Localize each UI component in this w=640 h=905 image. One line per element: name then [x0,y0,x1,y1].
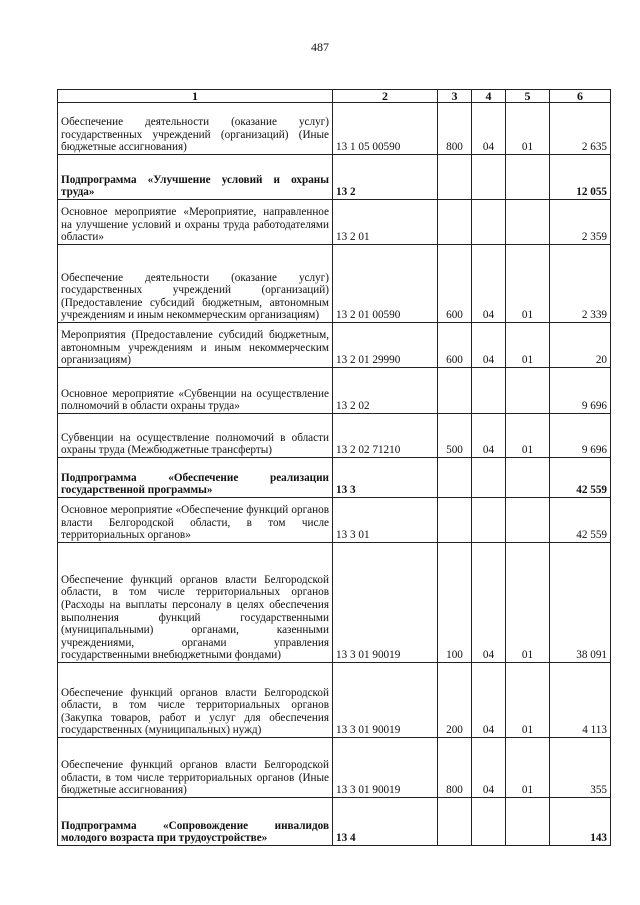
cell-c5 [506,155,550,200]
cell-c5 [506,368,550,414]
table-row [58,663,611,738]
cell-c5: 01 [506,543,550,663]
cell-c6: 2 635 [550,103,611,155]
cell-c6: 355 [550,738,611,798]
cell-code: 13 2 01 29990 [333,323,438,368]
cell-c6: 9 696 [550,414,611,458]
header-col-4: 4 [472,90,506,103]
cell-c4: 04 [472,738,506,798]
cell-name: Обеспечение функций органов власти Белгородской области, в том числе территориальных органов (Иные бюджетные ассигнования) [58,738,333,798]
cell-c3: 500 [438,414,472,458]
table-row [58,458,611,498]
cell-c5: 01 [506,103,550,155]
table-row [58,155,611,200]
cell-c4: 04 [472,323,506,368]
cell-c4: 04 [472,245,506,323]
cell-c6: 20 [550,323,611,368]
cell-c4 [472,368,506,414]
cell-code: 13 2 [333,155,438,200]
cell-c3 [438,368,472,414]
cell-c5 [506,498,550,543]
cell-name: Подпрограмма «Улучшение условий и охраны труда» [58,155,333,200]
cell-name: Обеспечение деятельности (оказание услуг) государственных учреждений (организаций) (Предоставление субсидий бюджетным, автономным учреждениям и иным некоммерческим организациям) [58,245,333,323]
table-row [58,103,611,155]
cell-c4 [472,498,506,543]
cell-c3: 800 [438,103,472,155]
cell-code: 13 4 [333,798,438,846]
cell-c4: 04 [472,414,506,458]
cell-c6: 42 559 [550,458,611,498]
table-row [58,543,611,663]
cell-c3 [438,155,472,200]
cell-name: Основное мероприятие «Субвенции на осуществление полномочий в области охраны труда» [58,368,333,414]
cell-c6: 2 359 [550,200,611,245]
cell-name: Субвенции на осуществление полномочий в области охраны труда (Межбюджетные трансферты) [58,414,333,458]
header-col-3: 3 [438,90,472,103]
cell-code: 13 3 01 90019 [333,663,438,738]
cell-c5: 01 [506,414,550,458]
cell-c6: 38 091 [550,543,611,663]
cell-c3: 600 [438,245,472,323]
cell-c6: 2 339 [550,245,611,323]
cell-c5: 01 [506,323,550,368]
cell-c4 [472,798,506,846]
header-col-1: 1 [58,90,333,103]
cell-c3 [438,798,472,846]
table-header-row [58,90,611,103]
header-col-6: 6 [550,90,611,103]
cell-c3: 100 [438,543,472,663]
table-row [58,368,611,414]
table-row [58,323,611,368]
cell-code: 13 3 [333,458,438,498]
cell-c6: 4 113 [550,663,611,738]
cell-c3 [438,200,472,245]
table-row [58,498,611,543]
cell-name: Подпрограмма «Обеспечение реализации государственной программы» [58,458,333,498]
cell-code: 13 2 02 [333,368,438,414]
cell-code: 13 3 01 90019 [333,738,438,798]
cell-c5 [506,458,550,498]
table-row [58,738,611,798]
header-col-5: 5 [506,90,550,103]
cell-name: Подпрограмма «Сопровождение инвалидов молодого возраста при трудоустройстве» [58,798,333,846]
cell-c3 [438,458,472,498]
cell-name: Основное мероприятие «Мероприятие, направленное на улучшение условий и охраны труда работодателями области» [58,200,333,245]
cell-name: Мероприятия (Предоставление субсидий бюджетным, автономным учреждениям и иным некоммерческим организациям) [58,323,333,368]
budget-table [57,89,611,846]
cell-c4: 04 [472,543,506,663]
cell-c6: 12 055 [550,155,611,200]
cell-name: Обеспечение функций органов власти Белгородской области, в том числе территориальных органов (Расходы на выплаты персоналу в целях обеспечения выполнения функций государственными (муниципальными) органами, казенными учреждениями, органами управления государственными внебюджетными фондами) [58,543,333,663]
cell-code: 13 3 01 [333,498,438,543]
cell-code: 13 2 02 71210 [333,414,438,458]
cell-c3 [438,498,472,543]
cell-c4 [472,200,506,245]
table-row [58,414,611,458]
cell-code: 13 1 05 00590 [333,103,438,155]
cell-name: Обеспечение деятельности (оказание услуг) государственных учреждений (организаций) (Иные бюджетные ассигнования) [58,103,333,155]
cell-code: 13 2 01 [333,200,438,245]
table-row [58,245,611,323]
cell-c4: 04 [472,663,506,738]
cell-c6: 9 696 [550,368,611,414]
table-row [58,798,611,846]
cell-c5: 01 [506,245,550,323]
cell-c6: 42 559 [550,498,611,543]
cell-c5: 01 [506,738,550,798]
cell-c5 [506,200,550,245]
cell-c3: 200 [438,663,472,738]
cell-name: Основное мероприятие «Обеспечение функций органов власти Белгородской области, в том числе территориальных органов» [58,498,333,543]
cell-c4 [472,458,506,498]
cell-code: 13 3 01 90019 [333,543,438,663]
table-row [58,200,611,245]
cell-c3: 800 [438,738,472,798]
cell-name: Обеспечение функций органов власти Белгородской области, в том числе территориальных органов (Закупка товаров, работ и услуг для обеспечения государственных (муниципальных) нужд) [58,663,333,738]
cell-c6: 143 [550,798,611,846]
cell-c5 [506,798,550,846]
cell-c3: 600 [438,323,472,368]
page-number: 487 [311,40,329,54]
cell-c4 [472,155,506,200]
header-col-2: 2 [333,90,438,103]
cell-code: 13 2 01 00590 [333,245,438,323]
cell-c5: 01 [506,663,550,738]
cell-c4: 04 [472,103,506,155]
